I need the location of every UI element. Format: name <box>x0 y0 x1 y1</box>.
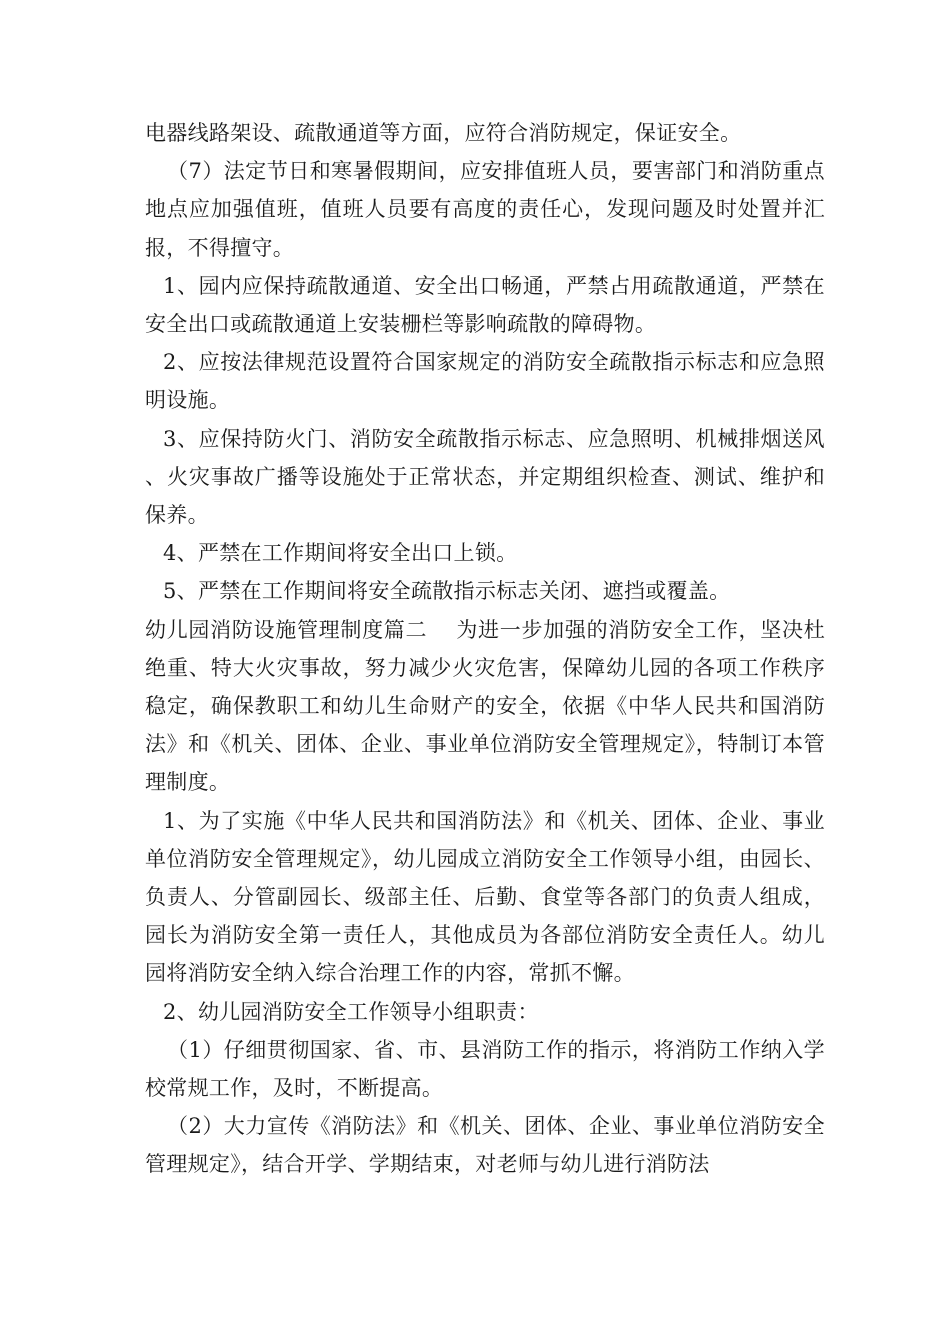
paragraph-item-7: （7）法定节日和寒暑假期间，应安排值班人员，要害部门和消防重点地点应加强值班，值班人员要有高度的责任心，发现问题及时处置并汇报，不得擅守。 <box>145 159 825 260</box>
paragraph-section-two-rule-2: 2、幼儿园消防安全工作领导小组职责： <box>163 999 539 1024</box>
paragraph-rule-3: 3、应保持防火门、消防安全疏散指示标志、应急照明、机械排烟送风、火灾事故广播等设施处于正常状态，并定期组织检查、测试、维护和保养。 <box>145 426 825 528</box>
paragraph-rule-5: 5、严禁在工作期间将安全疏散指示标志关闭、遮挡或覆盖。 <box>163 579 731 604</box>
paragraph-section-two-intro: 幼儿园消防设施管理制度篇二 为进一步加强的消防安全工作，坚决杜绝重、特大火灾事故，努力减少火灾危害，保障幼儿园的各项工作秩序稳定，确保教职工和幼儿生命财产的安全，依据《中华人民共和国消防法》和《机关、团体、企业、事业单位消防安全管理规定》，特制订本管理制度。 <box>145 617 825 795</box>
document-body <box>145 114 825 1184</box>
paragraph-rule-2: 2、应按法律规范设置符合国家规定的消防安全疏散指示标志和应急照明设施。 <box>145 350 825 413</box>
paragraph-rule-1: 1、园内应保持疏散通道、安全出口畅通，严禁占用疏散通道，严禁在安全出口或疏散通道上安装栅栏等影响疏散的障碍物。 <box>145 273 825 337</box>
paragraph-section-two-rule-1: 1、为了实施《中华人民共和国消防法》和《机关、团体、企业、事业单位消防安全管理规定》，幼儿园成立消防安全工作领导小组，由园长、负责人、分管副园长、级部主任、后勤、食堂等各部门的负责人组成，园长为消防安全第一责任人，其他成员为各部位消防安全责任人。幼儿园将消防安全纳入综合治理工作的内容，常抓不懈。 <box>145 808 825 986</box>
paragraph-rule-4: 4、严禁在工作期间将安全出口上锁。 <box>163 541 518 566</box>
paragraph-continued: 电器线路架设、疏散通道等方面，应符合消防规定，保证安全。 <box>145 121 742 145</box>
paragraph-duty-1: （1）仔细贯彻国家、省、市、县消防工作的指示，将消防工作纳入学校常规工作，及时，不断提高。 <box>145 1037 825 1101</box>
paragraph-duty-2: （2）大力宣传《消防法》和《机关、团体、企业、事业单位消防安全管理规定》，结合开学、学期结束，对老师与幼儿进行消防法 <box>145 1114 825 1177</box>
